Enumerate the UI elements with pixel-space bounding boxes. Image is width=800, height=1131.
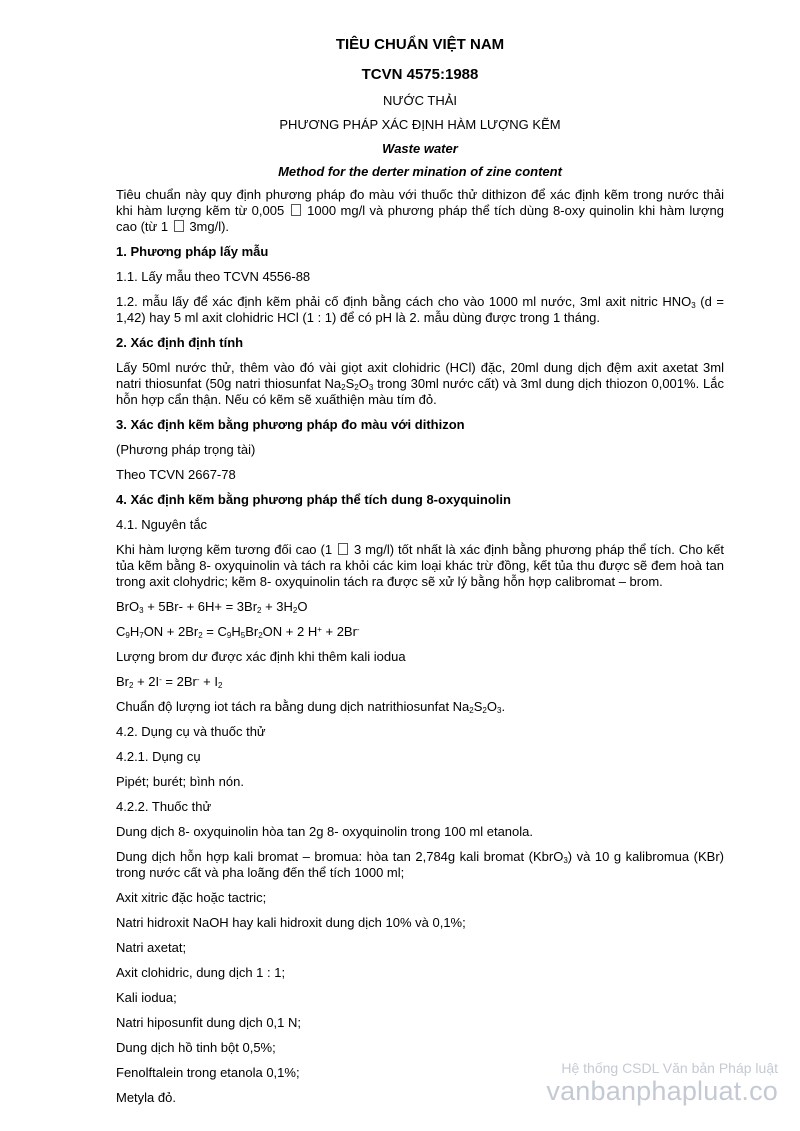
title-en-2: Method for the derter mination of zine content: [278, 164, 562, 179]
reagent-item: Dung dịch hồ tinh bột 0,5%;: [116, 1040, 276, 1055]
section-3-note: (Phương pháp trọng tài): [116, 442, 256, 457]
missing-glyph-box: [338, 543, 348, 555]
watermark-logo: vanbanphapluat.co: [546, 1076, 778, 1106]
section-4-2-2-title: 4.2.2. Thuốc thử: [116, 799, 212, 814]
standard-code: TCVN 4575:1988: [361, 66, 479, 83]
missing-glyph-box: [174, 220, 184, 232]
standard-heading: TIÊU CHUẨN VIỆT NAM: [335, 36, 505, 53]
reagent-item: Axit clohidric, dung dịch 1 : 1;: [116, 965, 286, 980]
reagent-item: Natri hiposunfit dung dịch 0,1 N;: [116, 1015, 301, 1030]
reagent-item: Fenolftalein trong etanola 0,1%;: [116, 1065, 300, 1080]
equation-1: $BrO_3 + 5Br- + 6H+ = 3Br_2 + 3H_2O$: [116, 599, 308, 615]
section-4-excess-bromine: Lượng brom dư được xác định khi thêm kali iodua: [116, 649, 406, 664]
section-4-1-title: 4.1. Nguyên tắc: [116, 517, 208, 532]
equation-2: $C_9H_7ON + 2Br_2 = C_9H_5Br_2ON + 2$ H+ + 2Br-: [116, 624, 360, 640]
section-3-title: 3. Xác định kẽm bằng phương pháp đo màu với dithizon: [116, 417, 465, 432]
section-1-2: 1.2. mẫu lấy để xác định kẽm phải cố định bằng cách cho vào 1000 ml nước, 3ml axit nitric $HNO_3$ (d = 1,42) hay 5 ml axit clohidric HCl (1 : 1) để có pH là 2. mẫu dùng được trong 1 tháng.: [116, 294, 725, 325]
title-vn-2: PHƯƠNG PHÁP XÁC ĐỊNH HÀM LƯỢNG KẼM: [279, 117, 561, 132]
reagent-item: Axit xitric đặc hoặc tactric;: [116, 890, 267, 905]
section-4-2-title: 4.2. Dụng cụ và thuốc thử: [116, 724, 266, 739]
section-4-1-paragraph: Khi hàm lượng kẽm tương đối cao (1 3 mg/l) tốt nhất là xác định bằng phương pháp thể tích. Cho kết tủa kẽm bằng 8- oxyquinolin và tách ra khỏi các kim loại khác trừ đồng, kết tủa thu được sẽ đem hoà tan trong axit clohydric; kẽm 8- oxyquinolin tách ra được sẽ xử lý bằng hỗn hợp calibromat – brom.: [116, 542, 724, 589]
equation-3: $Br_2 + 2I^- = 2Br^- + I_2$: [116, 674, 223, 690]
section-4-title: 4. Xác định kẽm bằng phương pháp thể tích dung 8-oxyquinolin: [116, 492, 511, 507]
watermark-caption: Hệ thống CSDL Văn bản Pháp luật: [561, 1060, 778, 1076]
title-en-1: Waste water: [382, 141, 458, 156]
section-2-title: 2. Xác định định tính: [116, 335, 244, 350]
title-vn-1: NƯỚC THẢI: [382, 93, 457, 108]
section-4-titration: Chuẩn độ lượng iot tách ra bằng dung dịch natrithiosunfat $Na_2S_2O_3$.: [116, 699, 506, 715]
section-1-1: 1.1. Lấy mẫu theo TCVN 4556-88: [116, 269, 311, 284]
missing-glyph-box: [291, 204, 301, 216]
section-4-2-1-text: Pipét; burét; bình nón.: [116, 774, 244, 789]
document-page: [116, 36, 724, 1115]
section-4-2-1-title: 4.2.1. Dụng cụ: [116, 749, 201, 764]
section-2-paragraph: Lấy 50ml nước thử, thêm vào đó vài giọt axit clohidric (HCl) đặc, 20ml dung dịch đệm axit axetat 3ml natri thiosunfat (50g natri thiosunfat $Na_2S_2O_3$ trong 30ml nước cất) và 3ml dung dịch thiozon 0,001%. Lắc hỗn hợp cẩn thận. Nếu có kẽm sẽ xuấthiện màu tím đỏ.: [116, 360, 724, 407]
reagent-item: Dung dịch 8- oxyquinolin hòa tan 2g 8- oxyquinolin trong 100 ml etanola.: [116, 824, 533, 839]
section-1-title: 1. Phương pháp lấy mẫu: [116, 244, 269, 259]
intro-paragraph: Tiêu chuẩn này quy định phương pháp đo màu với thuốc thử dithizon để xác định kẽm trong nước thải khi hàm lượng kẽm từ 0,005 1000 mg/l và phương pháp thể tích dùng 8-oxy quinolin khi hàm lượng cao (từ 1 3mg/l).: [116, 187, 724, 234]
section-3-reference: Theo TCVN 2667-78: [116, 467, 236, 482]
reagent-item: Natri hidroxit NaOH hay kali hidroxit dung dịch 10% và 0,1%;: [116, 915, 466, 930]
reagent-item: Dung dịch hỗn hợp kali bromat – bromua: hòa tan 2,784g kali bromat (KbrO$_3$) và 10 g kalibromua (KBr) trong nước cất và pha loãng đến thể tích 1000 ml;: [116, 849, 724, 880]
reagent-item: Metyla đỏ.: [116, 1090, 176, 1105]
reagent-item: Natri axetat;: [116, 940, 187, 955]
reagent-item: Kali iodua;: [116, 990, 177, 1005]
